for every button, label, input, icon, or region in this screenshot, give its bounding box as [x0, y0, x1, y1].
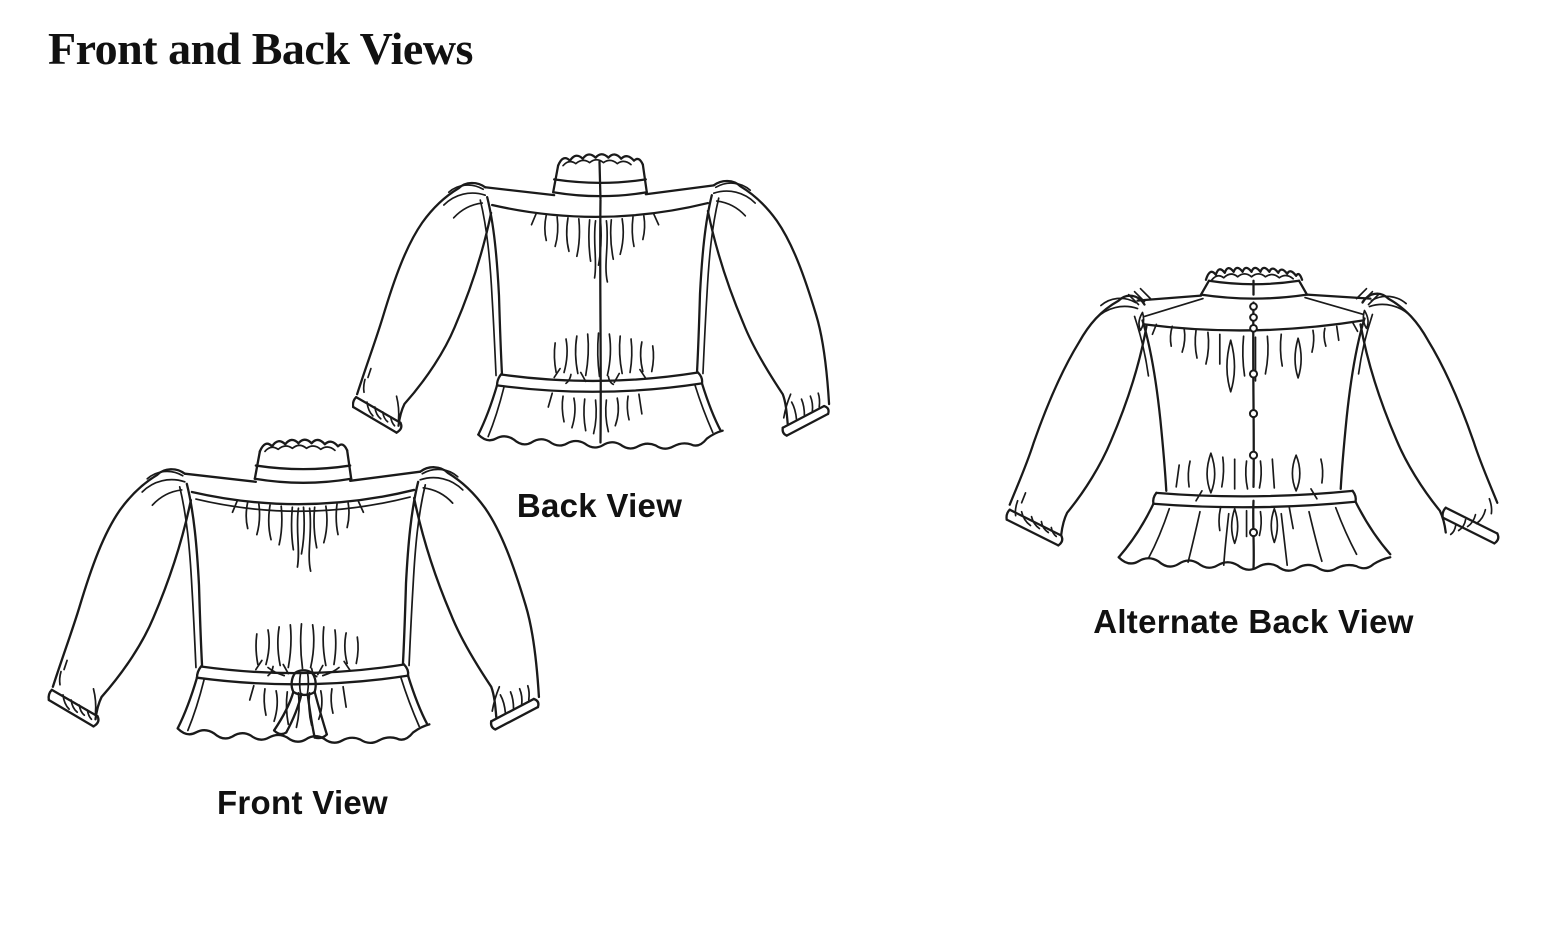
front-view-label: Front View — [216, 784, 389, 821]
center-back-placket — [1253, 281, 1254, 568]
center-back-seam — [600, 162, 601, 443]
waist-gathers-upper — [1176, 453, 1322, 501]
back-view-label: Back View — [516, 487, 683, 524]
page-title: Front and Back Views — [48, 23, 473, 74]
left-sleeve — [1007, 289, 1151, 546]
figure-alternate-back-view — [1005, 255, 1502, 641]
front-view-illustration — [45, 425, 560, 770]
alternate-back-view-label: Alternate Back View — [1093, 603, 1414, 640]
yoke-gathers — [1152, 322, 1357, 391]
alternate-back-view-illustration — [1005, 255, 1502, 587]
figure-front-view — [45, 425, 560, 822]
waist-bow — [268, 668, 339, 739]
right-sleeve — [1357, 289, 1499, 544]
